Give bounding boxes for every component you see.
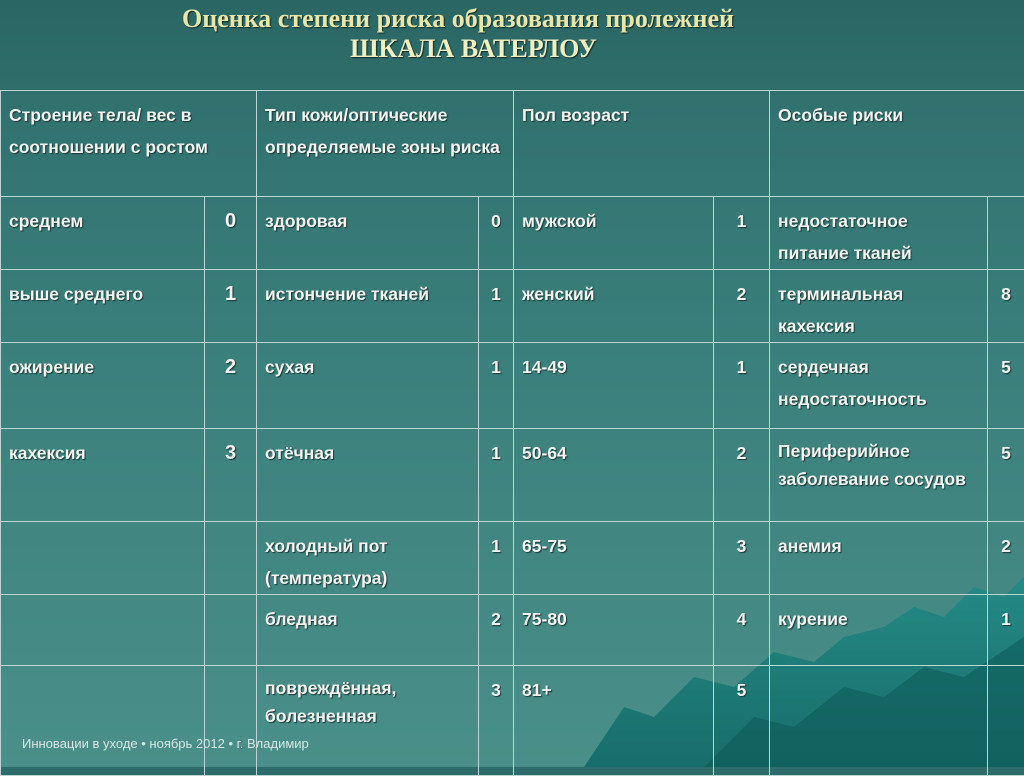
sex-score: 1	[714, 197, 770, 270]
skin-cell: холодный пот (температура)	[257, 522, 479, 595]
header-skin: Тип кожи/оптические определяемые зоны риска	[257, 91, 514, 197]
sex-cell: мужской	[514, 197, 714, 270]
body-score: 1	[205, 270, 257, 343]
skin-score: 1	[479, 270, 514, 343]
sex-score: 4	[714, 595, 770, 666]
page-subtitle: ШКАЛА ВАТЕРЛОУ	[350, 34, 1024, 64]
skin-cell: отёчная	[257, 429, 479, 522]
table-header-row	[1, 91, 1024, 197]
table-row	[1, 666, 1024, 776]
table-row	[1, 595, 1024, 666]
body-score	[205, 522, 257, 595]
sex-cell: 65-75	[514, 522, 714, 595]
risk-cell: анемия	[770, 522, 988, 595]
header-body: Строение тела/ вес в соотношении с ростом	[1, 91, 257, 197]
sex-score: 2	[714, 429, 770, 522]
body-cell: выше среднего	[1, 270, 205, 343]
sex-cell: 50-64	[514, 429, 714, 522]
page-title: Оценка степени риска образования пролежней	[182, 4, 1024, 34]
table-row	[1, 522, 1024, 595]
skin-cell: повреждённая, болезненная	[257, 666, 479, 776]
risk-score: 5	[988, 429, 1024, 522]
body-score: 2	[205, 343, 257, 429]
risk-cell	[770, 666, 988, 776]
sex-score: 1	[714, 343, 770, 429]
body-cell	[1, 595, 205, 666]
body-cell: ожирение	[1, 343, 205, 429]
risk-score	[988, 197, 1024, 270]
skin-score: 1	[479, 343, 514, 429]
body-cell: кахексия	[1, 429, 205, 522]
skin-score: 0	[479, 197, 514, 270]
skin-cell: сухая	[257, 343, 479, 429]
title-area	[0, 0, 1024, 90]
body-cell	[1, 666, 205, 776]
sex-cell: 75-80	[514, 595, 714, 666]
risk-cell: сердечная недостаточность	[770, 343, 988, 429]
risk-score: 2	[988, 522, 1024, 595]
risk-score: 8	[988, 270, 1024, 343]
body-score	[205, 595, 257, 666]
risk-cell: терминальная кахексия	[770, 270, 988, 343]
header-special-risks: Особые риски	[770, 91, 1024, 197]
waterlow-table	[0, 90, 1024, 776]
sex-score: 2	[714, 270, 770, 343]
body-score: 0	[205, 197, 257, 270]
sex-cell: 81+	[514, 666, 714, 776]
sex-cell: 14-49	[514, 343, 714, 429]
sex-score: 3	[714, 522, 770, 595]
sex-score: 5	[714, 666, 770, 776]
header-sex-age-label: Пол возраст	[522, 105, 629, 125]
table-row	[1, 270, 1024, 343]
risk-score: 1	[988, 595, 1024, 666]
skin-cell: бледная	[257, 595, 479, 666]
skin-score: 3	[479, 666, 514, 776]
sex-cell: женский	[514, 270, 714, 343]
skin-score: 1	[479, 429, 514, 522]
body-score	[205, 666, 257, 776]
body-score: 3	[205, 429, 257, 522]
footer-note: Инновации в уходе • ноябрь 2012 • г. Владимир	[22, 736, 309, 751]
skin-cell: здоровая	[257, 197, 479, 270]
skin-score: 2	[479, 595, 514, 666]
skin-cell: истончение тканей	[257, 270, 479, 343]
body-cell: среднем	[1, 197, 205, 270]
header-sex-age	[514, 91, 770, 197]
skin-score: 1	[479, 522, 514, 595]
risk-score: 5	[988, 343, 1024, 429]
table-row	[1, 197, 1024, 270]
risk-cell: недостаточное питание тканей	[770, 197, 988, 270]
risk-score	[988, 666, 1024, 776]
risk-cell: курение	[770, 595, 988, 666]
body-cell	[1, 522, 205, 595]
table-row	[1, 429, 1024, 522]
table-row	[1, 343, 1024, 429]
risk-cell: Периферийное заболевание сосудов	[770, 429, 988, 522]
